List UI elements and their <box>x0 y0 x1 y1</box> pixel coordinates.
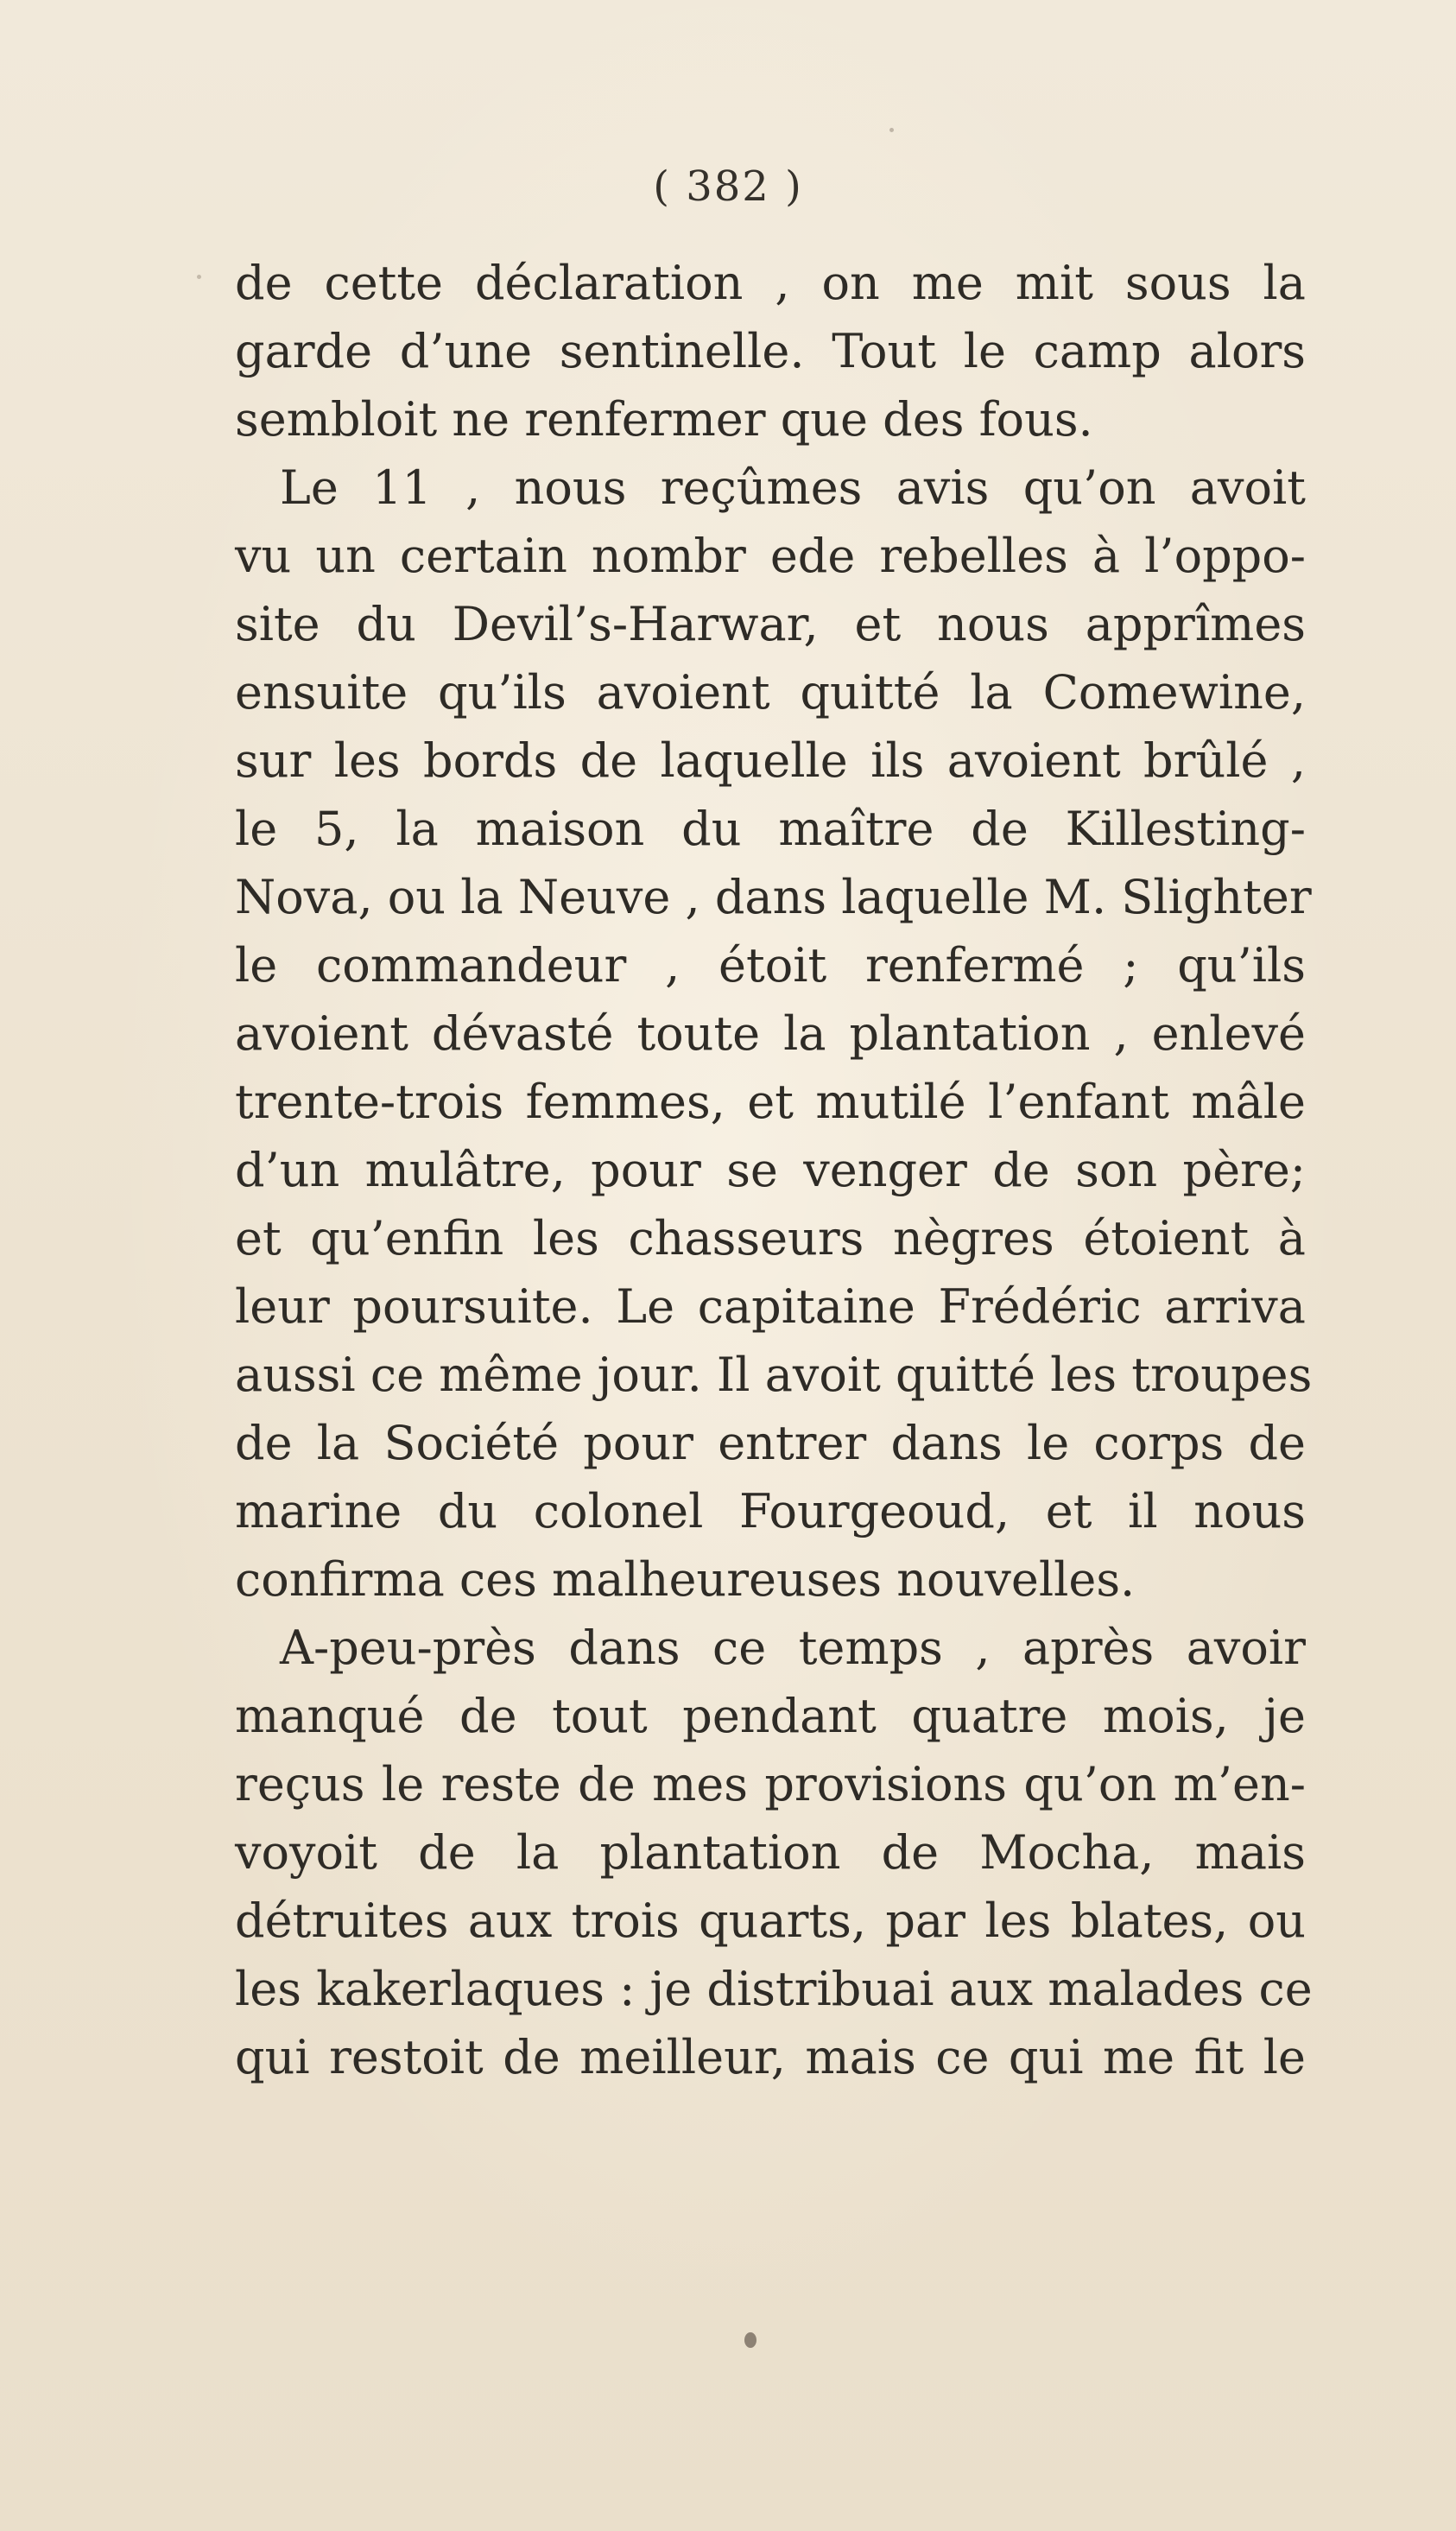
text-line: détruites aux trois quarts, par les blates, ou <box>235 1893 1306 1948</box>
text-line: le commandeur , étoit renfermé ; qu’ils <box>235 938 1306 993</box>
body-text <box>235 249 1313 2091</box>
text-line: Nova, ou la Neuve , dans laquelle M. Slighter <box>235 870 1312 924</box>
text-line: sembloit ne renfermer que des fous. <box>235 392 1093 447</box>
text-line: avoient dévasté toute la plantation , enlevé <box>235 1006 1306 1061</box>
text-line: site du Devil’s-Harwar, et nous apprîmes <box>235 597 1306 651</box>
text-line: manqué de tout pendant quatre mois, je <box>235 1689 1306 1743</box>
text-line: de la Société pour entrer dans le corps de <box>235 1416 1306 1470</box>
text-line: ensuite qu’ils avoient quitté la Comewine, <box>235 665 1306 720</box>
text-line: Le 11 , nous reçûmes avis qu’on avoit <box>280 460 1306 515</box>
text-line: d’un mulâtre, pour se venger de son père; <box>235 1143 1306 1197</box>
text-line: aussi ce même jour. Il avoit quitté les troupes <box>235 1348 1313 1402</box>
text-line: le 5, la maison du maître de Killesting- <box>235 802 1306 856</box>
text-line: voyoit de la plantation de Mocha, mais <box>235 1825 1306 1880</box>
text-line: et qu’enfin les chasseurs nègres étoient à <box>235 1211 1306 1266</box>
ink-speck <box>197 275 201 279</box>
text-line: les kakerlaques : je distribuai aux malades ce <box>235 1962 1313 2016</box>
text-line: trente-trois femmes, et mutilé l’enfant mâle <box>235 1075 1306 1129</box>
text-line: marine du colonel Fourgeoud, et il nous <box>235 1484 1306 1538</box>
text-line: qui restoit de meilleur, mais ce qui me fit le <box>235 2030 1306 2084</box>
text-line: confirma ces malheureuses nouvelles. <box>235 1552 1136 1607</box>
text-line: leur poursuite. Le capitaine Frédéric arriva <box>235 1279 1306 1334</box>
text-line: de cette déclaration , on me mit sous la <box>235 256 1306 310</box>
ink-speck <box>744 2332 756 2348</box>
text-line: garde d’une sentinelle. Tout le camp alors <box>235 324 1306 378</box>
text-line: vu un certain nombr ede rebelles à l’oppo- <box>235 529 1306 583</box>
page-number: ( 382 ) <box>653 162 803 211</box>
text-line: reçus le reste de mes provisions qu’on m’en- <box>235 1757 1306 1811</box>
ink-speck <box>889 128 894 132</box>
text-line: A-peu-près dans ce temps , après avoir <box>280 1621 1306 1675</box>
text-line: sur les bords de laquelle ils avoient brûlé , <box>235 733 1306 788</box>
